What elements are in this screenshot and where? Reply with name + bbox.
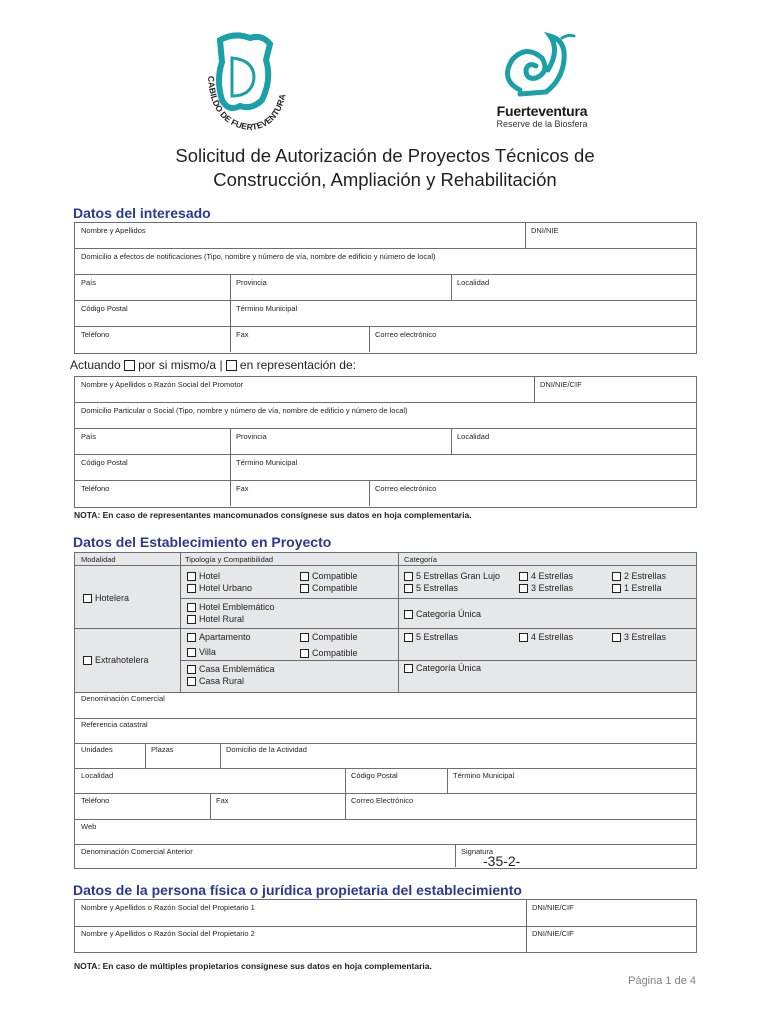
field-promotor-telefono[interactable]: Teléfono xyxy=(81,484,110,493)
option-5-estrellas[interactable] xyxy=(404,583,458,593)
field-pais[interactable]: País xyxy=(81,278,97,287)
field-nombre[interactable]: Nombre y Apellidos xyxy=(81,226,146,235)
field-referencia[interactable]: Referencia catastral xyxy=(81,720,148,729)
checkbox-extrahotelera[interactable] xyxy=(83,656,92,665)
label-4-estrellas: 4 Estrellas xyxy=(531,571,574,581)
field-promotor-fax[interactable]: Fax xyxy=(236,484,249,493)
option-hotel-compatible[interactable] xyxy=(300,571,358,581)
label-5-gran-lujo: 5 Estrellas Gran Lujo xyxy=(416,571,501,581)
checkbox-hotelera[interactable] xyxy=(83,594,92,603)
option-villa-compatible[interactable] xyxy=(300,648,358,658)
checkbox-hotel-compatible[interactable] xyxy=(300,572,309,581)
field-plazas[interactable]: Plazas xyxy=(151,745,174,754)
label-1-estrella: 1 Estrella xyxy=(624,583,662,593)
field-promotor-nombre[interactable]: Nombre y Apellidos o Razón Social del Promotor xyxy=(81,380,244,389)
cabildo-arc-text: CABILDO DE FUERTEVENTURA xyxy=(205,75,288,133)
field-propietario-2-dni[interactable]: DNI/NIE/CIF xyxy=(532,929,574,938)
label-villa: Villa xyxy=(199,647,216,657)
checkbox-5-estrellas[interactable] xyxy=(404,584,413,593)
checkbox-categoria-unica-extra[interactable] xyxy=(404,664,413,673)
label-compatible: Compatible xyxy=(312,571,358,581)
checkbox-extra-5-estrellas[interactable] xyxy=(404,633,413,642)
checkbox-representacion[interactable] xyxy=(226,360,237,371)
col-categoria: Categoría xyxy=(404,555,437,564)
label-hotel-rural: Hotel Rural xyxy=(199,614,245,624)
option-casa-emblematica[interactable] xyxy=(187,664,275,674)
option-2-estrellas[interactable] xyxy=(612,571,666,581)
label-categoria-unica: Categoría Única xyxy=(416,663,482,673)
field-promotor-domicilio[interactable]: Domicilio Particular o Social (Tipo, nombre y número de vía, nombre de edificio y número de local) xyxy=(81,406,408,415)
option-hotel-emblematico[interactable] xyxy=(187,602,275,612)
field-promotor-pais[interactable]: País xyxy=(81,432,97,441)
field-domicilio-actividad[interactable]: Domicilio de la Actividad xyxy=(226,745,307,754)
title-line-1: Solicitud de Autorización de Proyectos Técnicos de xyxy=(175,145,595,166)
col-tipologia: Tipología y Compatibilidad xyxy=(185,555,274,564)
field-promotor-termino[interactable]: Término Municipal xyxy=(236,458,298,467)
field-propietario-1[interactable]: Nombre y Apellidos o Razón Social del Propietario 1 xyxy=(81,903,255,912)
field-correo[interactable]: Correo electrónico xyxy=(375,330,437,339)
nota-promotor: NOTA: En caso de representantes mancomunados consígnese sus datos en hoja complementaria. xyxy=(74,510,472,520)
label-hotel-emblematico: Hotel Emblemático xyxy=(199,602,275,612)
label-casa-emblematica: Casa Emblemática xyxy=(199,664,275,674)
field-propietario-2[interactable]: Nombre y Apellidos o Razón Social del Propietario 2 xyxy=(81,929,255,938)
section-heading-propietaria: Datos de la persona física o jurídica propietaria del establecimiento xyxy=(73,882,522,898)
field-fax[interactable]: Fax xyxy=(236,330,249,339)
checkbox-si-mismo[interactable] xyxy=(124,360,135,371)
checkbox-extra-3-estrellas[interactable] xyxy=(612,633,621,642)
label-categoria-unica: Categoría Única xyxy=(416,609,482,619)
field-signatura-value[interactable]: -35-2- xyxy=(483,853,521,869)
brand-subtitle: Reserve de la Biosfera xyxy=(496,119,588,129)
cabildo-logo xyxy=(200,30,290,140)
label-hotel-urbano: Hotel Urbano xyxy=(199,583,253,593)
label-4-estrellas: 4 Estrellas xyxy=(531,632,574,642)
checkbox-3-estrellas[interactable] xyxy=(519,584,528,593)
option-categoria-unica-extra[interactable] xyxy=(404,663,481,673)
label-3-estrellas: 3 Estrellas xyxy=(531,583,574,593)
field-denominacion[interactable]: Denominación Comercial xyxy=(81,694,165,703)
option-hotelera[interactable] xyxy=(83,593,129,603)
option-extra-5-estrellas[interactable] xyxy=(404,632,458,642)
checkbox-hotel-urbano[interactable] xyxy=(187,584,196,593)
actuando-row xyxy=(70,358,356,372)
field-codigo-postal[interactable]: Código Postal xyxy=(81,304,128,313)
option-representacion: en representación de: xyxy=(239,358,356,372)
label-compatible: Compatible xyxy=(312,632,358,642)
field-promotor-localidad[interactable]: Localidad xyxy=(457,432,490,441)
option-villa[interactable] xyxy=(187,647,216,657)
brand-block xyxy=(472,103,612,129)
checkbox-casa-rural[interactable] xyxy=(187,677,196,686)
option-categoria-unica-hotel[interactable] xyxy=(404,609,481,619)
field-web[interactable]: Web xyxy=(81,822,97,831)
title-line-2: Construcción, Ampliación y Rehabilitación xyxy=(213,169,557,190)
field-propietario-1-dni[interactable]: DNI/NIE/CIF xyxy=(532,903,574,912)
label-extrahotelera: Extrahotelera xyxy=(95,655,149,665)
field-est-localidad[interactable]: Localidad xyxy=(81,771,114,780)
label-compatible: Compatible xyxy=(312,583,358,593)
label-2-estrellas: 2 Estrellas xyxy=(624,571,667,581)
field-termino[interactable]: Término Municipal xyxy=(236,304,298,313)
field-dni[interactable]: DNI/NIE xyxy=(531,226,559,235)
option-extra-4-estrellas[interactable] xyxy=(519,632,573,642)
label-hotel: Hotel xyxy=(199,571,221,581)
propietaria-form xyxy=(74,899,697,953)
checkbox-1-estrella[interactable] xyxy=(612,584,621,593)
option-5-gran-lujo[interactable] xyxy=(404,571,500,581)
establecimiento-form xyxy=(74,552,697,869)
field-promotor-cp[interactable]: Código Postal xyxy=(81,458,128,467)
label-5-estrellas: 5 Estrellas xyxy=(416,632,459,642)
brand-name: Fuerteventura xyxy=(496,103,588,119)
option-hotel[interactable] xyxy=(187,571,220,581)
section-heading-establecimiento: Datos del Establecimiento en Proyecto xyxy=(73,534,332,550)
checkbox-urbano-compatible[interactable] xyxy=(300,584,309,593)
field-telefono[interactable]: Teléfono xyxy=(81,330,110,339)
label-3-estrellas: 3 Estrellas xyxy=(624,632,667,642)
field-domicilio[interactable]: Domicilio a efectos de notificaciones (Tipo, nombre y número de vía, nombre de edificio y número de local) xyxy=(81,252,436,261)
option-apartamento[interactable] xyxy=(187,632,251,642)
page-title xyxy=(100,144,670,192)
promotor-form xyxy=(74,376,697,508)
page-number: Página 1 de 4 xyxy=(628,975,696,987)
actuando-label: Actuando xyxy=(70,358,121,372)
field-est-fax[interactable]: Fax xyxy=(216,796,229,805)
checkbox-4-estrellas[interactable] xyxy=(519,572,528,581)
checkbox-casa-emblematica[interactable] xyxy=(187,665,196,674)
checkbox-2-estrellas[interactable] xyxy=(612,572,621,581)
label-casa-rural: Casa Rural xyxy=(199,676,245,686)
field-est-termino[interactable]: Término Municipal xyxy=(453,771,515,780)
label-hotelera: Hotelera xyxy=(95,593,130,603)
field-promotor-dni[interactable]: DNI/NIE/CIF xyxy=(540,380,582,389)
field-localidad[interactable]: Localidad xyxy=(457,278,490,287)
checkbox-apartamento[interactable] xyxy=(187,633,196,642)
field-est-cp[interactable]: Código Postal xyxy=(351,771,398,780)
label-5-estrellas: 5 Estrellas xyxy=(416,583,459,593)
field-unidades[interactable]: Unidades xyxy=(81,745,113,754)
option-si-mismo: por si mismo/a xyxy=(138,358,217,372)
col-modalidad: Modalidad xyxy=(81,555,116,564)
checkbox-hotel-emblematico[interactable] xyxy=(187,603,196,612)
interesado-form xyxy=(74,222,697,354)
nota-propietarios: NOTA: En caso de múltiples propietarios consígnese sus datos en hoja complementaria. xyxy=(74,961,432,971)
option-3-estrellas[interactable] xyxy=(519,583,573,593)
field-denominacion-anterior[interactable]: Denominación Comercial Anterior xyxy=(81,847,193,856)
checkbox-extra-4-estrellas[interactable] xyxy=(519,633,528,642)
checkbox-villa-compatible[interactable] xyxy=(300,649,309,658)
option-hotel-rural[interactable] xyxy=(187,614,244,624)
option-1-estrella[interactable] xyxy=(612,583,662,593)
checkbox-categoria-unica-hotel[interactable] xyxy=(404,610,413,619)
checkbox-5-gran-lujo[interactable] xyxy=(404,572,413,581)
section-heading-interesado: Datos del interesado xyxy=(73,205,211,221)
separator: | xyxy=(219,358,223,372)
field-promotor-correo[interactable]: Correo electrónico xyxy=(375,484,437,493)
field-signatura-label: Signatura xyxy=(461,847,494,856)
option-4-estrellas[interactable] xyxy=(519,571,573,581)
option-urbano-compatible[interactable] xyxy=(300,583,358,593)
label-apartamento: Apartamento xyxy=(199,632,251,642)
checkbox-hotel[interactable] xyxy=(187,572,196,581)
checkbox-hotel-rural[interactable] xyxy=(187,615,196,624)
field-promotor-provincia[interactable]: Provincia xyxy=(236,432,267,441)
option-hotel-urbano[interactable] xyxy=(187,583,252,593)
checkbox-villa[interactable] xyxy=(187,648,196,657)
field-provincia[interactable]: Provincia xyxy=(236,278,267,287)
field-est-correo[interactable]: Correo Electrónico xyxy=(351,796,414,805)
label-compatible: Compatible xyxy=(312,648,358,658)
checkbox-apartamento-compatible[interactable] xyxy=(300,633,309,642)
option-extra-3-estrellas[interactable] xyxy=(612,632,666,642)
option-casa-rural[interactable] xyxy=(187,676,244,686)
field-est-telefono[interactable]: Teléfono xyxy=(81,796,110,805)
option-apartamento-compatible[interactable] xyxy=(300,632,358,642)
option-extrahotelera[interactable] xyxy=(83,655,149,665)
